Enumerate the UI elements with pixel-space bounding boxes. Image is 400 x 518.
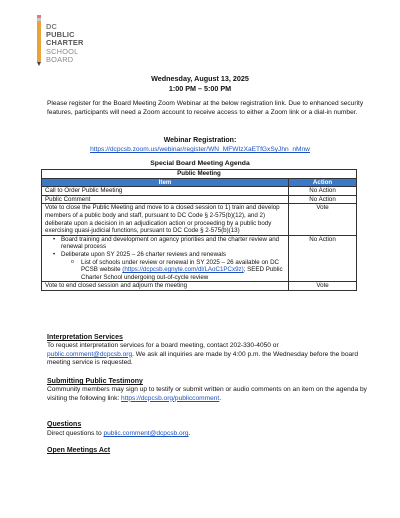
logo-line-4: SCHOOL <box>46 46 79 56</box>
table-row <box>42 235 357 282</box>
registration-link[interactable]: https://dcpcsb.zoom.us/webinar/register/WN_MFWIzXaETfGxSyJhn_nMnw <box>90 146 310 153</box>
list-item <box>55 251 285 281</box>
meeting-date: Wednesday, August 13, 2025 <box>151 74 249 83</box>
table-row <box>42 204 357 235</box>
interpretation-email-link[interactable]: public.comment@dcpcsb.org <box>47 350 133 358</box>
agenda-item: Public Comment <box>42 195 289 204</box>
logo-line-2: PUBLIC <box>46 30 75 40</box>
list-item-text: Deliberate upon SY 2025 – 26 charter reviews and renewals <box>61 250 226 258</box>
table-row <box>42 195 357 204</box>
agenda-header-row <box>42 178 357 187</box>
logo-line-5: BOARD <box>46 54 74 64</box>
interpretation-text: To request interpretation services for a board meeting, contact 202-330-4050 or <box>47 342 279 349</box>
interpretation-paragraph <box>47 342 367 368</box>
public-comment-link[interactable]: https://dcpcsb.org/publiccomment <box>121 394 220 402</box>
logo-wordmark <box>46 23 84 64</box>
column-header-action: Action <box>289 178 357 187</box>
bullet-list <box>45 236 285 282</box>
meeting-datetime <box>0 74 400 93</box>
interpretation-heading: Interpretation Services <box>47 334 123 341</box>
agenda-title: Special Board Meeting Agenda <box>150 160 250 167</box>
testimony-paragraph <box>47 386 367 403</box>
list-item: • Board training and development on agency priorities and the charter review and renewal process <box>55 236 285 251</box>
school-list-link[interactable]: (https://dcpcsb.egnyte.com/dl/LAoC1PCx9z) <box>122 266 244 274</box>
testimony-heading: Submitting Public Testimony <box>47 378 143 385</box>
agenda-action: Vote <box>289 282 357 291</box>
table-row <box>42 282 357 291</box>
agenda-table <box>41 169 357 291</box>
dc-pcsb-logo <box>36 14 96 70</box>
meeting-time: 1:00 PM – 5:00 PM <box>168 83 232 93</box>
questions-email-link[interactable]: public.comment@dcpcsb.org <box>103 430 189 437</box>
agenda-action: No Action <box>289 195 357 204</box>
sub-list-item <box>75 259 285 282</box>
agenda-action: No Action <box>289 187 357 196</box>
logo-line-1: DC <box>46 22 58 31</box>
sub-list-text: List of schools under review or renewal in SY 2025 – 26 available on DC PCSB website <box>81 258 279 274</box>
intro-paragraph: Please register for the Board Meeting Zoom Webinar at the below registration link. Due to enhanced security features, participants will need a Zoom account to receive access to either a Zoom link or a dial-in number. <box>47 100 364 116</box>
agenda-item: Call to Order Public Meeting <box>42 187 289 196</box>
agenda-action: Vote <box>289 204 357 235</box>
testimony-text: Community members may sign up to testify or submit written or audio comments on an item on the agenda by visiting the following link: <box>47 386 367 402</box>
logo-line-3: CHARTER <box>46 38 84 48</box>
agenda-caption-row <box>42 170 357 179</box>
agenda-item: Vote to end closed session and adjourn the meeting <box>42 282 289 291</box>
agenda-item: Vote to close the Public Meeting and move to a closed session to 1) train and develop members of a public body and staff, pursuant to DC Code § 2-575(b)(12), and 2) deliberate upon a decision in an adjudication action or proceeding by a public body exercising quasi-judicial functions, pursuant to DC Code § 2-575(b)(13) <box>42 204 289 235</box>
questions-text-after: . <box>188 430 191 437</box>
agenda-action: No Action <box>289 235 357 282</box>
questions-text: Direct questions to <box>47 430 102 437</box>
sub-bullet-list <box>61 259 285 282</box>
questions-heading: Questions <box>47 421 82 428</box>
pencil-icon <box>36 14 42 66</box>
testimony-text-after: . <box>219 394 222 402</box>
agenda-item-list <box>42 235 289 282</box>
column-header-item: Item <box>42 178 289 187</box>
sub-list-text-after: ; SEED Public Charter School undergoing out-of-cycle review <box>81 266 283 281</box>
interpretation-text-after: . We ask all inquiries are made by 4:00 p.m. the Wednesday before the board meeting service is requested. <box>47 350 359 367</box>
agenda-caption: Public Meeting <box>42 170 357 179</box>
registration-title: Webinar Registration: <box>163 137 237 144</box>
open-meetings-heading: Open Meetings Act <box>47 447 111 454</box>
questions-paragraph <box>47 430 367 439</box>
table-row <box>42 187 357 196</box>
